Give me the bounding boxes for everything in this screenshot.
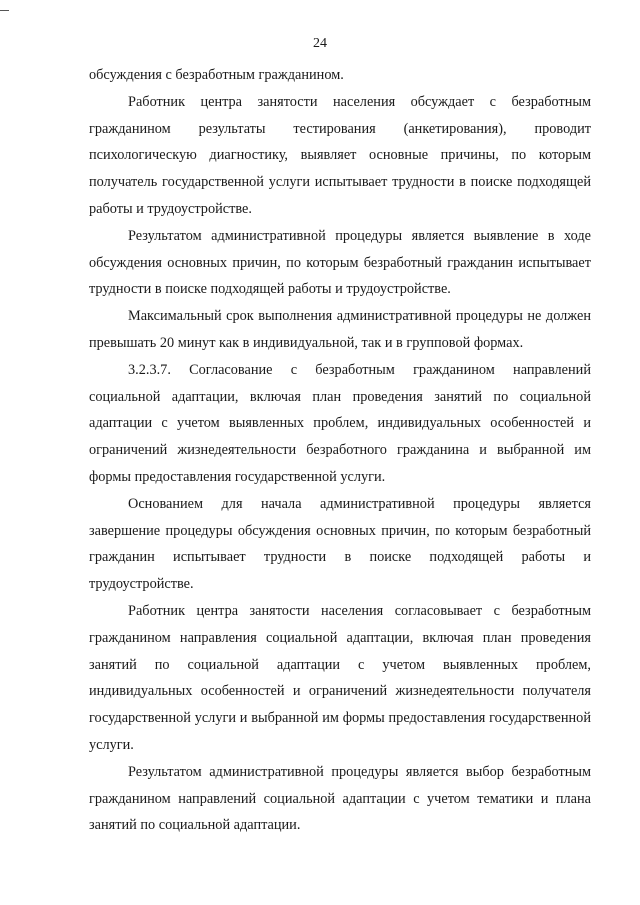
page-body	[89, 62, 591, 839]
paragraph-6: Основанием для начала административной процедуры является завершение процедуры обсуждения основных причин, по которым безработный гражданин испытывает трудности в поиске подходящей работы и трудоустройстве.	[89, 495, 591, 593]
scan-corner-mark	[0, 10, 9, 11]
page-number: 24	[313, 36, 327, 51]
paragraph-1: обсуждения с безработным гражданином.	[89, 67, 344, 83]
paragraph-3: Результатом административной процедуры является выявление в ходе обсуждения основных причин, по которым безработный гражданин испытывает трудности в поиске подходящей работы и трудоустройстве.	[89, 227, 591, 298]
paragraph-8: Результатом административной процедуры является выбор безработным гражданином направлений социальной адаптации с учетом тематики и плана занятий по социальной адаптации.	[89, 763, 591, 834]
paragraph-4: Максимальный срок выполнения административной процедуры не должен превышать 20 минут как в индивидуальной, так и в групповой формах.	[89, 308, 591, 351]
paragraph-5-section-heading: 3.2.3.7. Согласование с безработным гражданином направлений социальной адаптации, включая план проведения занятий по социальной адаптации с учетом выявленных проблем, индивидуальных особенностей и ограничений жизнедеятельности безработного гражданина и выбранной им формы предоставления государственной услуги.	[89, 361, 591, 485]
paragraph-7: Работник центра занятости населения согласовывает с безработным гражданином направления социальной адаптации, включая план проведения занятий по социальной адаптации с учетом выявленных проблем, индивидуальных особенностей и ограничений жизнедеятельности получателя государственной услуги и выбранной им формы предоставления государственной услуги.	[89, 602, 591, 753]
paragraph-2: Работник центра занятости населения обсуждает с безработным гражданином результаты тестирования (анкетирования), проводит психологическую диагностику, выявляет основные причины, по которым получатель государственной услуги испытывает трудности в поиске подходящей работы и трудоустройстве.	[89, 93, 591, 217]
